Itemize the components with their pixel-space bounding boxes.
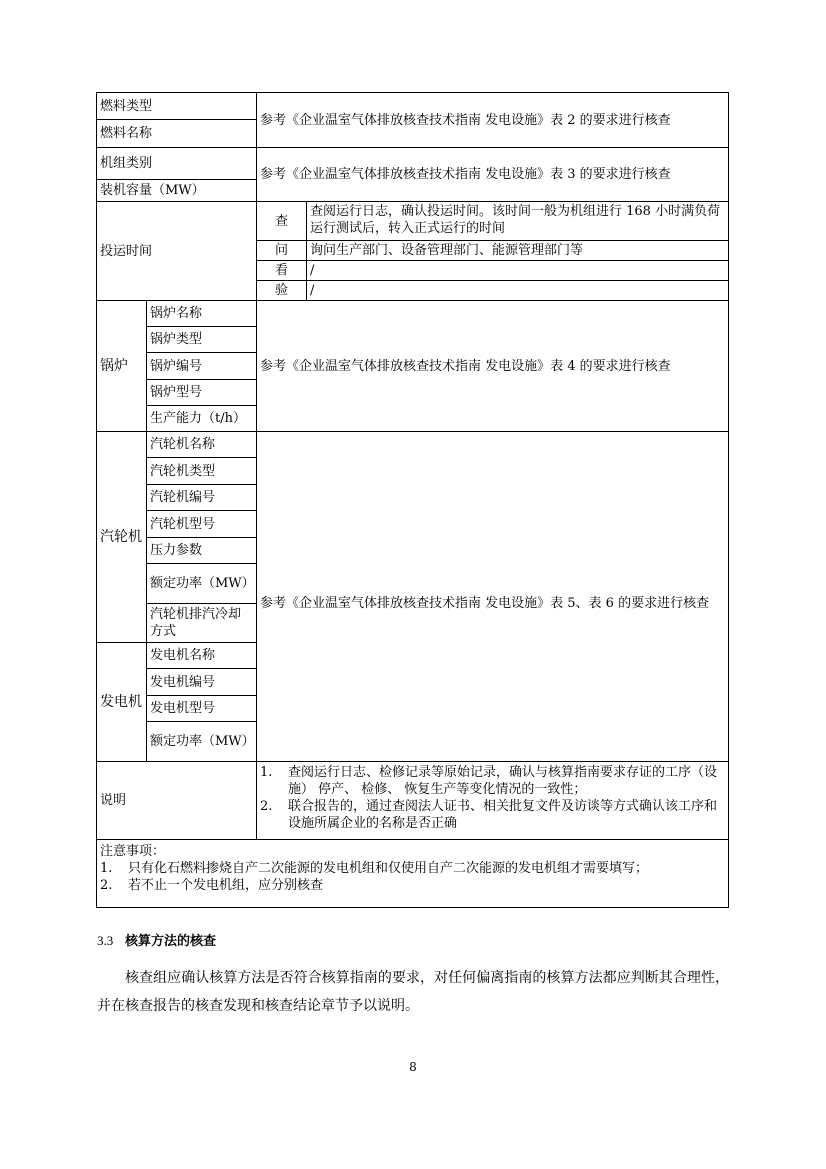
turbine-generator-reference xyxy=(257,590,728,646)
boiler-item: 锅炉编号 xyxy=(150,358,203,374)
rule xyxy=(96,839,728,840)
boiler-item: 锅炉类型 xyxy=(150,332,203,347)
note-item xyxy=(100,860,725,877)
unit-category-label: 机组类别 xyxy=(100,156,153,171)
method-verify-label: 验 xyxy=(274,283,288,298)
note-number: 2. xyxy=(100,878,113,893)
explanation-item xyxy=(260,764,725,798)
fuel-name-label: 燃料名称 xyxy=(100,126,153,141)
generator-item: 发电机型号 xyxy=(150,701,216,716)
turbine-item: 汽轮机类型 xyxy=(150,463,216,479)
explanation-text: 查阅运行日志、检修记录等原始记录，确认与核算指南要求存证的工序（设施） 停产、 检修、 恢复生产等变化情况的一致性； xyxy=(288,765,718,797)
method-ask-label: 问 xyxy=(274,243,288,258)
explanation-number: 2. xyxy=(260,799,273,814)
commission-time-label: 投运时间 xyxy=(100,243,153,259)
method-ask-text: 询问生产部门、设备管理部门、能源管理部门等 xyxy=(310,243,584,258)
boiler-item: 锅炉型号 xyxy=(150,385,203,400)
turbine-item: 汽轮机排汽冷却方式 xyxy=(150,607,242,639)
notes-block xyxy=(97,842,728,907)
generator-item: 发电机名称 xyxy=(150,648,216,663)
generator-group-label: 发电机 xyxy=(100,693,142,710)
notes-title: 注意事项： xyxy=(100,844,166,859)
note-text: 若不止一个发电机组，应分别核查 xyxy=(128,878,324,893)
generator-item: 发电机编号 xyxy=(150,674,216,690)
explanation-number: 1. xyxy=(260,765,273,780)
explanation-list xyxy=(257,763,728,839)
turbine-generator-reference-text: 参考《企业温室气体排放核查技术指南 发电设施》表 5、表 6 的要求进行核查 xyxy=(260,596,710,611)
method-look-label: 看 xyxy=(274,263,288,278)
turbine-item: 汽轮机型号 xyxy=(150,516,216,532)
unit-reference: 参考《企业温室气体排放核查技术指南 发电设施》表 3 的要求进行核查 xyxy=(260,167,671,182)
turbine-group-label: 汽轮机 xyxy=(100,528,142,545)
installed-capacity-label: 装机容量（MW） xyxy=(100,183,205,198)
fuel-type-label: 燃料类型 xyxy=(100,98,153,114)
boiler-group-label: 锅炉 xyxy=(100,357,128,374)
note-text: 只有化石燃料掺烧自产二次能源的发电机组和仅使用自产二次能源的发电机组才需要填写； xyxy=(128,861,649,876)
section-paragraph: 核查组应确认核算方法是否符合核算指南的要求，对任何偏离指南的核算方法都应判断其合理性，并在核查报告的核查发现和核查结论章节予以说明。 xyxy=(97,970,729,1014)
turbine-item: 汽轮机编号 xyxy=(150,490,216,505)
note-item xyxy=(100,877,725,894)
rule xyxy=(96,907,728,908)
section-heading xyxy=(97,930,216,949)
section-number: 3.3 xyxy=(97,933,114,948)
rule xyxy=(728,92,729,908)
explanation-text: 联合报告的，通过查阅法人证书、相关批复文件及访谈等方式确认该工序和设施所属企业的名称是否正确 xyxy=(288,799,718,831)
boiler-reference: 参考《企业温室气体排放核查技术指南 发电设施》表 4 的要求进行核查 xyxy=(260,358,671,374)
method-look-text: / xyxy=(310,263,315,278)
method-verify-text: / xyxy=(310,283,315,298)
section-title: 核算方法的核查 xyxy=(125,934,217,949)
method-check-label: 查 xyxy=(274,213,288,229)
method-check-text: 查阅运行日志，确认投运时间。该时间一般为机组进行 168 小时满负荷运行测试后，转入正式运行的时间 xyxy=(310,204,721,236)
turbine-item: 压力参数 xyxy=(150,543,203,558)
turbine-item: 额定功率（MW） xyxy=(150,576,255,591)
turbine-item: 汽轮机名称 xyxy=(150,437,216,452)
fuel-reference: 参考《企业温室气体排放核查技术指南 发电设施》表 2 的要求进行核查 xyxy=(260,112,671,128)
explanation-item xyxy=(260,798,725,832)
page-number: 8 xyxy=(409,1060,417,1074)
boiler-item: 生产能力（t/h） xyxy=(150,411,246,426)
note-number: 1. xyxy=(100,861,113,876)
boiler-item: 锅炉名称 xyxy=(150,306,203,321)
generator-item: 额定功率（MW） xyxy=(150,734,255,749)
explanation-label: 说明 xyxy=(100,793,127,808)
